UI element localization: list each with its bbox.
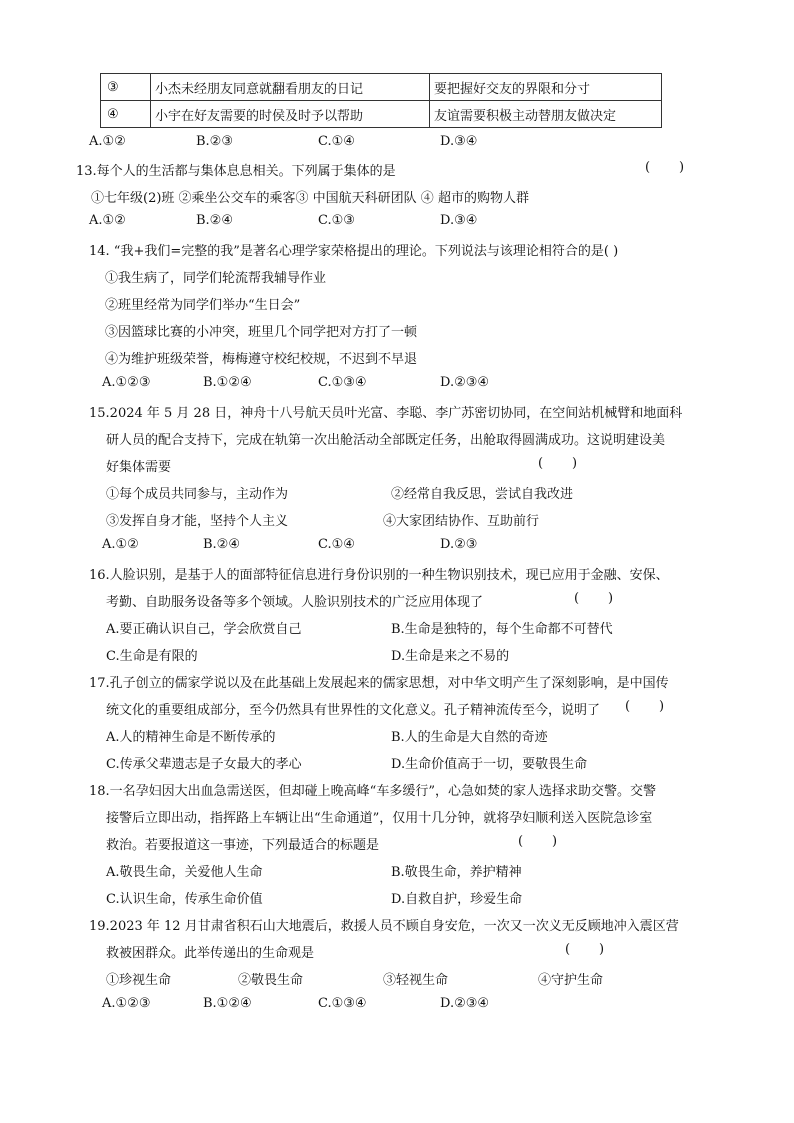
q19-stem-line-2: 救被困群众。此举传递出的生命观是 <box>106 946 315 961</box>
q15-option-c: C.①④ <box>318 537 355 552</box>
q16-option-c: C.生命是有限的 <box>106 649 198 664</box>
q19-option-c: C.①③④ <box>318 996 367 1011</box>
q13-option-a: A.①② <box>89 213 126 228</box>
q14-option-b: B.①②④ <box>203 375 252 390</box>
q18-option-a: A.敬畏生命，关爱他人生命 <box>106 865 263 880</box>
q14-stem: 14. “我+我们=完整的我”是著名心理学家荣格提出的理论。下列说法与该理论相符合的是( ) <box>89 244 619 259</box>
q14-item-3: ③因篮球比赛的小冲突，班里几个同学把对方打了一顿 <box>105 325 418 340</box>
q17-stem-line-1: 17.孔子创立的儒家学说以及在此基础上发展起来的儒家思想，对中华文明产生了深刻影响，是中国传 <box>89 676 669 691</box>
q17-option-a: A.人的精神生命是不断传承的 <box>106 730 276 745</box>
q19-stem-line-1: 19.2023 年 12 月甘肃省积石山大地震后，救援人员不顾自身安危，一次又一次义无反顾地冲入震区营 <box>89 919 679 934</box>
q12-option-b: B.②③ <box>196 134 233 149</box>
q19-answer-paren: ( ) <box>565 942 605 957</box>
table-row <box>101 101 662 128</box>
q14-option-d: D.②③④ <box>440 375 490 390</box>
q15-option-b: B.②④ <box>203 537 240 552</box>
q17-option-d: D.生命价值高于一切，要敬畏生命 <box>391 757 588 772</box>
table-cell-num: ④ <box>101 101 151 128</box>
q12-table <box>100 73 662 128</box>
q14-item-2: ②班里经常为同学们举办“生日会” <box>105 298 301 313</box>
q14-item-4: ④为维护班级荣誉，梅梅遵守校纪校规，不迟到不早退 <box>105 352 418 367</box>
q15-stem-line-2: 研人员的配合支持下，完成在轨第一次出舱活动全部既定任务，出舱取得圆满成功。这说明建设美 <box>106 433 666 448</box>
q12-option-d: D.③④ <box>440 134 478 149</box>
q14-option-a: A.①②③ <box>102 375 151 390</box>
q13-stem: 13.每个人的生活都与集体息息相关。下列属于集体的是 <box>76 164 396 179</box>
q15-item-1: ①每个成员共同参与，主动作为 <box>106 487 289 502</box>
q16-stem-line-2: 考勤、自助服务设备等多个领域。人脸识别技术的广泛应用体现了 <box>106 595 484 610</box>
q16-option-b: B.生命是独特的，每个生命都不可替代 <box>391 622 613 637</box>
q17-option-c: C.传承父辈遗志是子女最大的孝心 <box>106 757 302 772</box>
q19-option-d: D.②③④ <box>440 996 490 1011</box>
table-cell-case: 小杰未经朋友同意就翻看朋友的日记 <box>151 74 430 101</box>
q15-stem-line-1: 15.2024 年 5 月 28 日，神舟十八号航天员叶光富、李聪、李广苏密切协同，在空间站机械臂和地面科 <box>89 406 683 421</box>
q17-answer-paren: ( ) <box>625 699 665 714</box>
q19-item-3: ③轻视生命 <box>383 973 449 988</box>
table-cell-case: 小宇在好友需要的时侯及时予以帮助 <box>151 101 430 128</box>
q15-item-4: ④大家团结协作、互助前行 <box>383 514 540 529</box>
q15-item-3: ③发挥自身才能，坚持个人主义 <box>106 514 289 529</box>
q17-stem-line-2: 统文化的重要组成部分，至今仍然具有世界性的文化意义。孔子精神流传至今，说明了 <box>106 703 601 718</box>
q13-answer-paren: ( ) <box>645 160 685 175</box>
q18-option-d: D.自救自护，珍爱生命 <box>391 892 523 907</box>
q16-answer-paren: ( ) <box>574 591 614 606</box>
q18-stem-line-1: 18.一名孕妇因大出血急需送医，但却碰上晚高峰“车多缓行”，心急如焚的家人选择求助交警。交警 <box>89 784 656 799</box>
q15-option-d: D.②③ <box>440 537 478 552</box>
q15-answer-paren: ( ) <box>538 456 578 471</box>
table-cell-num: ③ <box>101 74 151 101</box>
q15-option-a: A.①② <box>102 537 139 552</box>
q13-items: ①七年级(2)班 ②乘坐公交车的乘客③ 中国航天科研团队 ④ 超市的购物人群 <box>91 191 529 206</box>
q14-item-1: ①我生病了，同学们轮流帮我辅导作业 <box>105 271 327 286</box>
q19-item-2: ②敬畏生命 <box>238 973 304 988</box>
q15-stem-line-3: 好集体需要 <box>106 460 172 475</box>
q17-option-b: B.人的生命是大自然的奇迹 <box>391 730 548 745</box>
q19-item-1: ①珍视生命 <box>106 973 172 988</box>
q13-option-b: B.②④ <box>196 213 233 228</box>
q19-option-b: B.①②④ <box>203 996 252 1011</box>
table-cell-tip: 友谊需要积极主动替朋友做决定 <box>430 101 662 128</box>
q13-option-d: D.③④ <box>440 213 478 228</box>
q16-option-a: A.要正确认识自己，学会欣赏自己 <box>106 622 302 637</box>
q18-option-b: B.敬畏生命，养护精神 <box>391 865 522 880</box>
q14-option-c: C.①③④ <box>318 375 367 390</box>
table-cell-tip: 要把握好交友的界限和分寸 <box>430 74 662 101</box>
q18-answer-paren: ( ) <box>518 834 558 849</box>
q18-option-c: C.认识生命，传承生命价值 <box>106 892 263 907</box>
q18-stem-line-3: 救治。若要报道这一事迹，下列最适合的标题是 <box>106 838 380 853</box>
q18-stem-line-2: 接警后立即出动，指挥路上车辆让出“生命通道”，仅用十几分钟，就将孕妇顺利送入医院急诊室 <box>106 811 653 826</box>
table-row <box>101 74 662 101</box>
q15-item-2: ②经常自我反思，尝试自我改进 <box>391 487 574 502</box>
q19-option-a: A.①②③ <box>102 996 151 1011</box>
q16-option-d: D.生命是来之不易的 <box>391 649 510 664</box>
q13-option-c: C.①③ <box>318 213 355 228</box>
q16-stem-line-1: 16.人脸识别，是基于人的面部特征信息进行身份识别的一种生物识别技术，现已应用于金融、安保、 <box>89 568 669 583</box>
q19-item-4: ④守护生命 <box>538 973 604 988</box>
q12-option-c: C.①④ <box>318 134 355 149</box>
q12-option-a: A.①② <box>89 134 126 149</box>
